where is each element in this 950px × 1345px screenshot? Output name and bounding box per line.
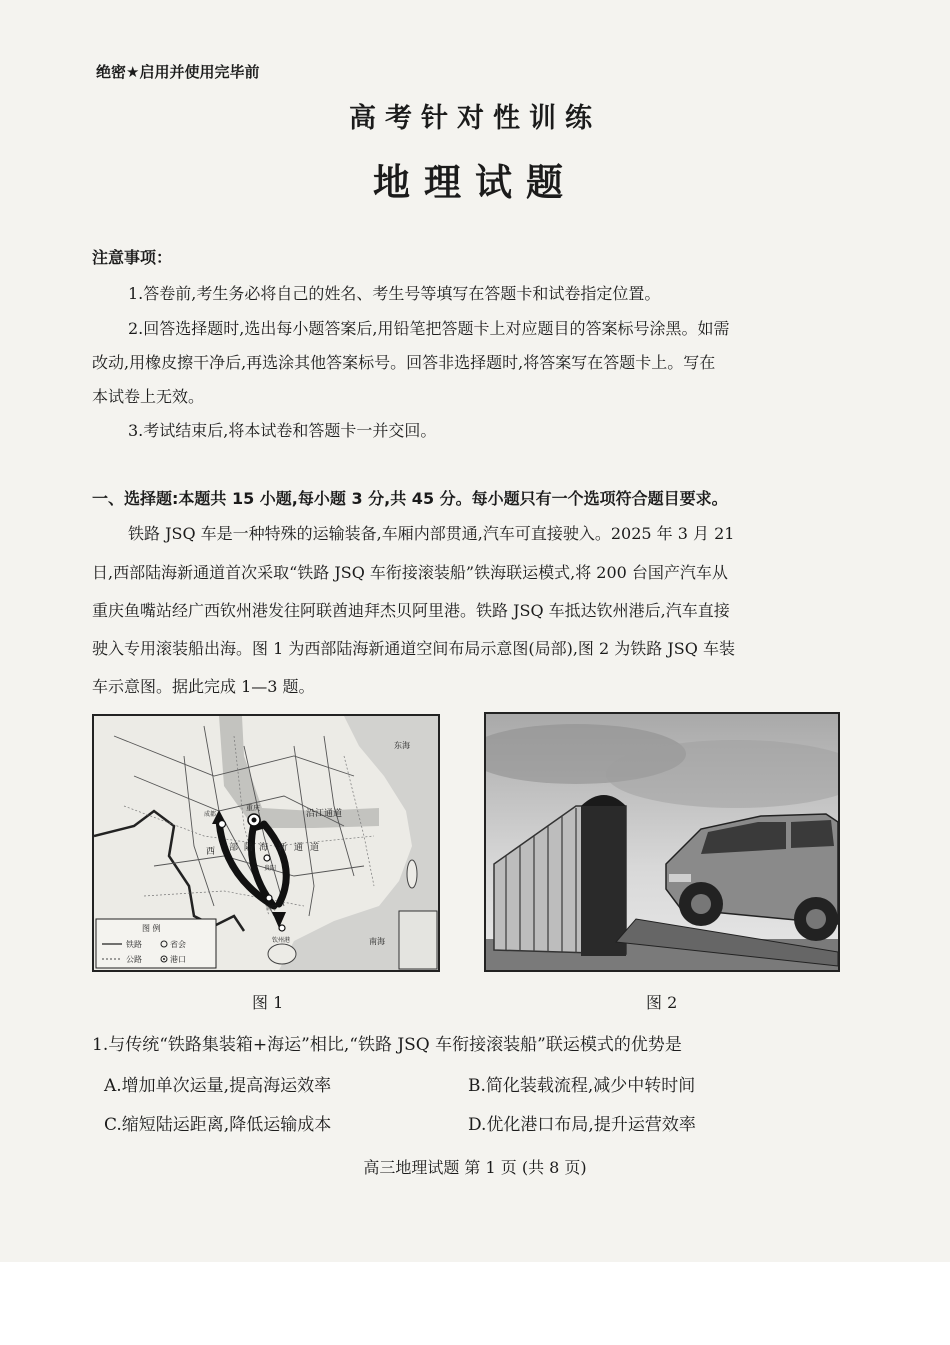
exam-subject-title: 地理试题: [373, 161, 577, 204]
map-label-corridor-char: 陆: [244, 843, 254, 853]
legend-railway: 铁路: [126, 940, 142, 949]
figure-1-map: [92, 714, 440, 972]
map-label-east-sea: 东海: [394, 741, 410, 750]
jsq-loading-illustration: [486, 714, 838, 970]
passage-line-5: 车示意图。据此完成 1—3 题。: [92, 677, 315, 696]
map-label-chongqing: 重庆: [246, 804, 260, 812]
legend-capital: 省会: [170, 940, 186, 949]
notice-item-1: 1.答卷前,考生务必将自己的姓名、考生号等填写在答题卡和试卷指定位置。: [128, 284, 661, 303]
figure-2-caption: 图 2: [646, 993, 678, 1012]
question-1-option-d: D.优化港口布局,提升运营效率: [468, 1115, 696, 1135]
figure-1-caption: 图 1: [252, 993, 284, 1012]
notice-item-2-line-1: 2.回答选择题时,选出每小题答案后,用铅笔把答题卡上对应题目的答案标号涂黑。如需: [128, 319, 730, 338]
western-corridor-arrows: [219, 821, 286, 906]
hainan-island: [268, 944, 296, 964]
map-label-corridor-char: 道: [310, 843, 320, 853]
map-label-qinzhou: 钦州港: [272, 937, 291, 944]
legend-title: 图 例: [142, 924, 161, 933]
question-1-stem: 1.与传统“铁路集装箱+海运”相比,“铁路 JSQ 车衔接滚装船”联运模式的优势是: [92, 1035, 682, 1055]
nanning-marker: [266, 895, 272, 901]
map-legend: [96, 919, 216, 968]
passage-line-4: 驶入专用滚装船出海。图 1 为西部陆海新通道空间布局示意图(局部),图 2 为铁路 JSQ 车装: [92, 639, 735, 658]
map-label-chengdu: 成都: [204, 811, 217, 818]
map-label-yangtze-corridor: 沿江通道: [306, 809, 343, 819]
guiyang-marker: [264, 855, 270, 861]
map-label-corridor-char: 新: [278, 843, 288, 853]
map-label-corridor-char: 通: [294, 843, 304, 853]
map-label-south-sea: 南海: [369, 937, 385, 946]
passage-line-2: 日,西部陆海新通道首次采取“铁路 JSQ 车衔接滚装船”铁海联运模式,将 200 台国产汽车从: [92, 563, 728, 582]
section-heading: 一、选择题:本题共 15 小题,每小题 3 分,共 45 分。每小题只有一个选项符合题目要求。: [92, 489, 728, 508]
map-label-corridor-char: 海: [259, 843, 269, 853]
passage-line-1: 铁路 JSQ 车是一种特殊的运输装备,车厢内部贯通,汽车可直接驶入。2025 年 3 月 21: [128, 524, 735, 543]
notice-item-3: 3.考试结束后,将本试卷和答题卡一并交回。: [128, 421, 437, 440]
qinzhou-port-marker: [279, 925, 285, 931]
confidential-label: 绝密★启用并使用完毕前: [96, 63, 260, 81]
question-1-option-a: A.增加单次运量,提高海运效率: [104, 1076, 332, 1096]
question-1-option-b: B.简化装载流程,减少中转时间: [468, 1076, 696, 1096]
south-sea-inset: [399, 911, 437, 969]
notice-item-2-line-2: 改动,用橡皮擦干净后,再选涂其他答案标号。回答非选择题时,将答案写在答题卡上。写在: [92, 353, 716, 372]
map-label-nanning: 南宁: [266, 905, 279, 912]
corridor-map-svg: [94, 716, 438, 970]
legend-highway: 公路: [126, 955, 142, 964]
taiwan-island: [407, 860, 417, 888]
question-1-option-c: C.缩短陆运距离,降低运输成本: [104, 1115, 332, 1135]
map-label-corridor-char: 西: [206, 847, 216, 857]
notice-heading: 注意事项：: [92, 248, 173, 267]
figure-2-photo: [484, 712, 840, 972]
legend-port: 港口: [170, 955, 186, 964]
exam-title: 高考针对性训练: [349, 103, 601, 134]
chengdu-marker: [219, 821, 226, 828]
notice-item-2-line-3: 本试卷上无效。: [92, 387, 205, 406]
passage-line-3: 重庆鱼嘴站经广西钦州港发往阿联酋迪拜杰贝阿里港。铁路 JSQ 车抵达钦州港后,汽车直接: [92, 601, 730, 620]
page-footer: 高三地理试题 第 1 页 (共 8 页): [363, 1158, 587, 1177]
map-label-guiyang: 贵阳: [264, 865, 277, 872]
map-label-corridor-char: 部: [229, 843, 239, 853]
